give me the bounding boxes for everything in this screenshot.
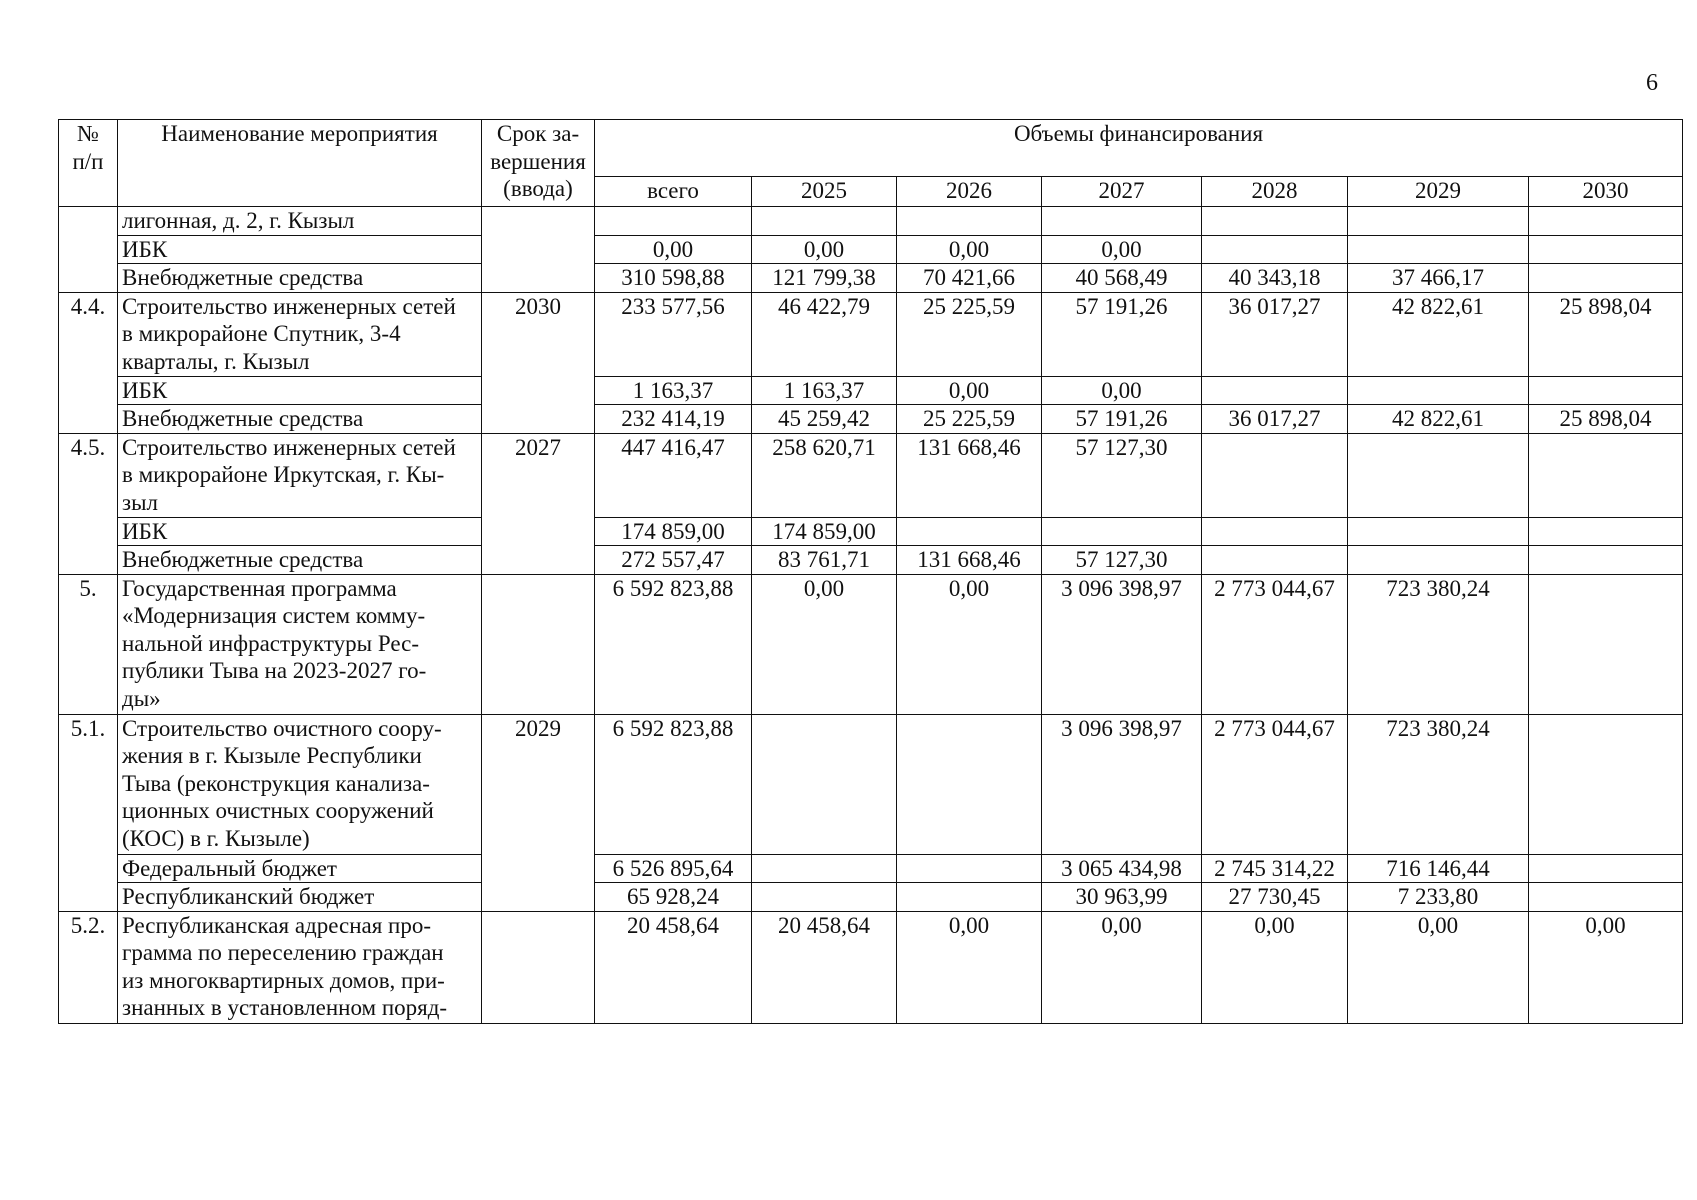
value-2030 (1529, 854, 1683, 883)
table-row (59, 714, 1683, 854)
value-2026: 131 668,46 (897, 546, 1042, 575)
table-row (59, 376, 1683, 405)
value-total: 310 598,88 (595, 264, 752, 293)
table-row (59, 433, 1683, 517)
value-2026 (897, 714, 1042, 854)
table-row (59, 854, 1683, 883)
value-2028: 2 773 044,67 (1202, 714, 1348, 854)
value-2028: 36 017,27 (1202, 292, 1348, 376)
table-row (59, 235, 1683, 264)
value-2030 (1529, 433, 1683, 517)
value-total: 20 458,64 (595, 911, 752, 1023)
value-2027: 0,00 (1042, 235, 1202, 264)
value-2028 (1202, 207, 1348, 236)
value-2025: 174 859,00 (752, 517, 897, 546)
value-2026: 70 421,66 (897, 264, 1042, 293)
value-2026: 25 225,59 (897, 405, 1042, 434)
value-2026 (897, 854, 1042, 883)
row-name: Внебюджетные средства (118, 264, 482, 293)
value-2026: 0,00 (897, 911, 1042, 1023)
value-2029 (1348, 207, 1529, 236)
row-term (482, 911, 595, 1023)
value-2025 (752, 854, 897, 883)
financing-table (58, 119, 1683, 1024)
value-2030: 0,00 (1529, 911, 1683, 1023)
value-2026: 131 668,46 (897, 433, 1042, 517)
value-2025: 0,00 (752, 235, 897, 264)
header-year-2026: 2026 (897, 177, 1042, 207)
table-row (59, 207, 1683, 236)
value-2030 (1529, 883, 1683, 912)
value-2025 (752, 714, 897, 854)
header-year-2027: 2027 (1042, 177, 1202, 207)
row-term: 2029 (482, 714, 595, 911)
table-header (59, 120, 1683, 207)
value-2029: 716 146,44 (1348, 854, 1529, 883)
value-2027 (1042, 517, 1202, 546)
value-2030 (1529, 264, 1683, 293)
header-term: Срок за- вершения (ввода) (482, 120, 595, 207)
value-2026 (897, 207, 1042, 236)
value-2029: 42 822,61 (1348, 292, 1529, 376)
value-2028 (1202, 235, 1348, 264)
value-2028: 40 343,18 (1202, 264, 1348, 293)
value-2029: 37 466,17 (1348, 264, 1529, 293)
value-2026: 0,00 (897, 376, 1042, 405)
value-total: 6 526 895,64 (595, 854, 752, 883)
row-name: лигонная, д. 2, г. Кызыл (118, 207, 482, 236)
value-2028: 27 730,45 (1202, 883, 1348, 912)
row-num: 4.5. (59, 433, 118, 574)
value-2029: 7 233,80 (1348, 883, 1529, 912)
value-2027: 3 065 434,98 (1042, 854, 1202, 883)
value-2029: 42 822,61 (1348, 405, 1529, 434)
value-2029 (1348, 376, 1529, 405)
row-num (59, 207, 118, 293)
row-name: Строительство инженерных сетей в микрорайоне Спутник, 3-4 кварталы, г. Кызыл (118, 292, 482, 376)
value-2027: 0,00 (1042, 376, 1202, 405)
value-2029: 0,00 (1348, 911, 1529, 1023)
header-financing: Объемы финансирования (595, 120, 1683, 177)
table-row (59, 546, 1683, 575)
row-name: Строительство очистного соору- жения в г. Кызыле Республики Тыва (реконструкция канализа- ционных очистных сооружений (КОС) в г. Кызыле) (118, 714, 482, 854)
row-num: 5.2. (59, 911, 118, 1023)
value-2026: 0,00 (897, 235, 1042, 264)
value-2028: 2 773 044,67 (1202, 574, 1348, 714)
value-2025: 0,00 (752, 574, 897, 714)
value-2027: 3 096 398,97 (1042, 574, 1202, 714)
row-name: Республиканская адресная про- грамма по переселению граждан из многоквартирных домов, при- знанных в установленном поряд- (118, 911, 482, 1023)
row-name: Государственная программа «Модернизация систем комму- нальной инфраструктуры Рес- публики Тыва на 2023-2027 го- ды» (118, 574, 482, 714)
header-year-2030: 2030 (1529, 177, 1683, 207)
value-2025: 258 620,71 (752, 433, 897, 517)
value-2026 (897, 517, 1042, 546)
value-total (595, 207, 752, 236)
value-2027 (1042, 207, 1202, 236)
value-2029: 723 380,24 (1348, 714, 1529, 854)
table-row (59, 292, 1683, 376)
value-2025: 121 799,38 (752, 264, 897, 293)
row-term: 2027 (482, 433, 595, 574)
value-2025: 20 458,64 (752, 911, 897, 1023)
row-term: 2030 (482, 292, 595, 433)
value-2028 (1202, 433, 1348, 517)
value-2030 (1529, 235, 1683, 264)
value-2027: 57 127,30 (1042, 433, 1202, 517)
value-2030 (1529, 207, 1683, 236)
value-total: 232 414,19 (595, 405, 752, 434)
value-2029 (1348, 433, 1529, 517)
value-total: 174 859,00 (595, 517, 752, 546)
value-2025: 83 761,71 (752, 546, 897, 575)
value-total: 6 592 823,88 (595, 714, 752, 854)
value-2030 (1529, 574, 1683, 714)
value-2030: 25 898,04 (1529, 292, 1683, 376)
header-num: № п/п (59, 120, 118, 207)
header-year-2028: 2028 (1202, 177, 1348, 207)
value-2029: 723 380,24 (1348, 574, 1529, 714)
value-2027: 3 096 398,97 (1042, 714, 1202, 854)
row-name: Республиканский бюджет (118, 883, 482, 912)
table-row (59, 517, 1683, 546)
value-2027: 57 191,26 (1042, 292, 1202, 376)
value-total: 272 557,47 (595, 546, 752, 575)
value-2028: 36 017,27 (1202, 405, 1348, 434)
value-2028: 2 745 314,22 (1202, 854, 1348, 883)
row-name: ИБК (118, 517, 482, 546)
page-number: 6 (1646, 70, 1658, 96)
value-total: 447 416,47 (595, 433, 752, 517)
value-2025: 45 259,42 (752, 405, 897, 434)
value-2030 (1529, 546, 1683, 575)
table-row (59, 574, 1683, 714)
value-2030 (1529, 517, 1683, 546)
table-row (59, 264, 1683, 293)
row-name: Внебюджетные средства (118, 405, 482, 434)
header-name: Наименование мероприятия (118, 120, 482, 207)
value-2028: 0,00 (1202, 911, 1348, 1023)
header-year-2029: 2029 (1348, 177, 1529, 207)
value-2029 (1348, 235, 1529, 264)
value-2030 (1529, 714, 1683, 854)
row-num: 5. (59, 574, 118, 714)
value-2029 (1348, 517, 1529, 546)
table-body (59, 207, 1683, 1024)
header-year-total: всего (595, 177, 752, 207)
table-row (59, 883, 1683, 912)
row-num: 5.1. (59, 714, 118, 911)
row-name: ИБК (118, 235, 482, 264)
value-total: 65 928,24 (595, 883, 752, 912)
value-2026 (897, 883, 1042, 912)
value-total: 233 577,56 (595, 292, 752, 376)
value-2027: 40 568,49 (1042, 264, 1202, 293)
value-2028 (1202, 517, 1348, 546)
value-2025 (752, 207, 897, 236)
row-name: Федеральный бюджет (118, 854, 482, 883)
value-2028 (1202, 376, 1348, 405)
value-2029 (1348, 546, 1529, 575)
row-term (482, 207, 595, 293)
row-term (482, 574, 595, 714)
value-total: 6 592 823,88 (595, 574, 752, 714)
value-2026: 0,00 (897, 574, 1042, 714)
header-year-2025: 2025 (752, 177, 897, 207)
value-2026: 25 225,59 (897, 292, 1042, 376)
value-total: 0,00 (595, 235, 752, 264)
value-2027: 57 127,30 (1042, 546, 1202, 575)
value-2025 (752, 883, 897, 912)
value-2030: 25 898,04 (1529, 405, 1683, 434)
value-2028 (1202, 546, 1348, 575)
value-2025: 1 163,37 (752, 376, 897, 405)
value-2027: 30 963,99 (1042, 883, 1202, 912)
row-name: Строительство инженерных сетей в микрорайоне Иркутская, г. Кы- зыл (118, 433, 482, 517)
row-name: Внебюджетные средства (118, 546, 482, 575)
value-total: 1 163,37 (595, 376, 752, 405)
value-2030 (1529, 376, 1683, 405)
value-2025: 46 422,79 (752, 292, 897, 376)
table-row (59, 405, 1683, 434)
row-num: 4.4. (59, 292, 118, 433)
row-name: ИБК (118, 376, 482, 405)
table-row (59, 911, 1683, 1023)
value-2027: 0,00 (1042, 911, 1202, 1023)
value-2027: 57 191,26 (1042, 405, 1202, 434)
